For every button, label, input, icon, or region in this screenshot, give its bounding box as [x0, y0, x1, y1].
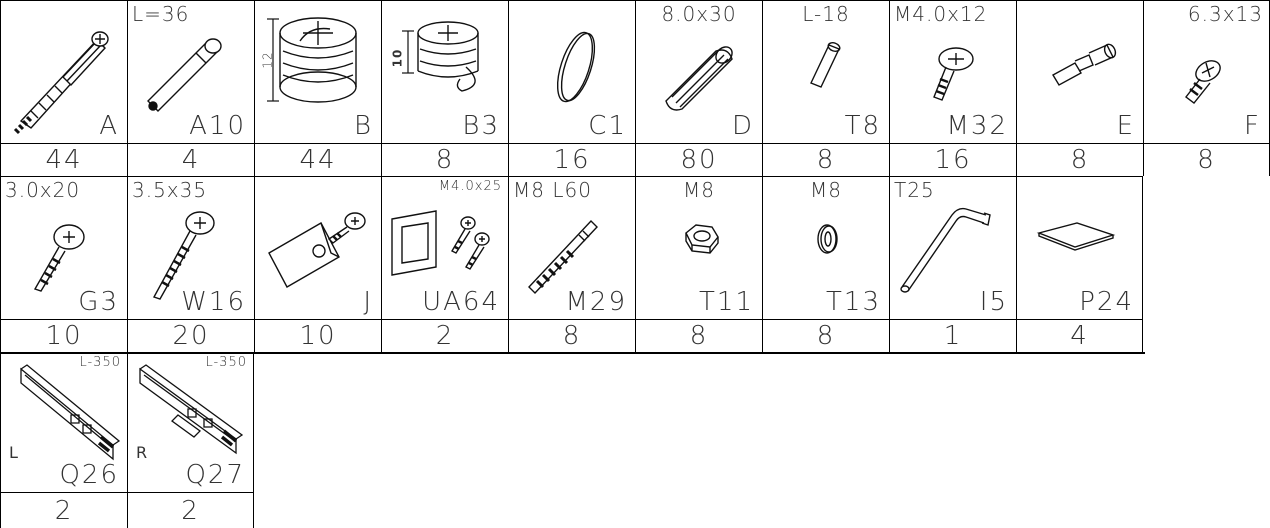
qty-cell [1143, 143, 1270, 176]
qty-cell [889, 319, 1016, 352]
qty-cell [635, 319, 762, 352]
part-quantity: 2 [435, 321, 455, 351]
part-cell-a10 [127, 0, 254, 143]
part-code: F [1244, 111, 1261, 141]
qty-row-3 [0, 492, 1270, 528]
part-quantity: 1 [943, 321, 963, 351]
part-code: A [99, 111, 119, 141]
part-cell-e [1016, 0, 1143, 143]
qty-cell [762, 319, 889, 352]
part-quantity: 2 [181, 495, 200, 526]
part-spec: M8 L60 [513, 178, 592, 202]
part-code: Q26 [59, 460, 119, 490]
part-cell-d [635, 0, 762, 143]
part-cell-ua64 [381, 176, 508, 319]
part-spec: 3.0x20 [5, 178, 81, 202]
part-quantity: 10 [45, 321, 83, 351]
slide-side-label: L [9, 443, 18, 462]
part-spec: 6.3x13 [1187, 2, 1263, 26]
part-spec: L-18 [802, 2, 850, 26]
part-cell-b3 [381, 0, 508, 143]
qty-row-1 [0, 143, 1270, 176]
qty-cell [127, 319, 254, 352]
part-cell-t13 [762, 176, 889, 319]
part-cell-g3 [0, 176, 127, 319]
part-spec: 12 [260, 51, 275, 69]
qty-cell [635, 143, 762, 176]
part-quantity: 8 [1070, 145, 1090, 175]
part-cell-c1 [508, 0, 635, 143]
part-spec: M4.0x12 [894, 2, 988, 26]
qty-cell [381, 143, 508, 176]
qty-cell [254, 143, 381, 176]
part-quantity: 8 [562, 321, 582, 351]
part-quantity: 8 [435, 145, 455, 175]
part-code: P24 [1079, 287, 1134, 317]
part-cell-t8 [762, 0, 889, 143]
part-cell-m29 [508, 176, 635, 319]
part-quantity: 8 [1197, 145, 1216, 175]
part-cell-m32 [889, 0, 1016, 143]
part-cell-p24 [1016, 176, 1143, 319]
slide-side-label: R [136, 443, 148, 462]
part-code: M32 [946, 111, 1008, 141]
part-spec: T25 [894, 178, 935, 202]
part-quantity: 20 [172, 321, 210, 351]
part-code: T11 [699, 287, 754, 317]
qty-cell [0, 492, 127, 528]
part-code: Q27 [185, 460, 245, 490]
part-cell-t11 [635, 176, 762, 319]
qty-cell [508, 319, 635, 352]
part-quantity: 80 [680, 145, 718, 175]
part-code: E [1116, 111, 1135, 141]
parts-row-3 [0, 352, 1270, 492]
part-code: M29 [565, 287, 627, 317]
part-quantity: 16 [553, 145, 591, 175]
qty-cell [889, 143, 1016, 176]
part-code: J [363, 287, 373, 317]
part-code: C1 [588, 111, 627, 141]
part-spec: L-350 [79, 355, 121, 370]
qty-cell [254, 319, 381, 352]
qty-cell [0, 143, 127, 176]
part-code: B [353, 111, 373, 141]
part-code: T13 [826, 287, 881, 317]
part-cell-q26 [0, 352, 127, 492]
part-code: D [731, 111, 754, 141]
part-quantity: 10 [299, 321, 337, 351]
part-spec: M4.0x25 [438, 179, 502, 194]
part-code: G3 [78, 287, 119, 317]
part-quantity: 44 [45, 145, 83, 175]
part-quantity: 44 [299, 145, 337, 175]
part-spec: 8.0x30 [661, 2, 737, 26]
qty-cell [0, 319, 127, 352]
qty-cell [762, 143, 889, 176]
part-code: I5 [979, 287, 1008, 317]
part-spec: M8 [683, 178, 715, 202]
part-quantity: 4 [181, 145, 201, 175]
part-cell-i5 [889, 176, 1016, 319]
qty-cell [127, 492, 254, 528]
parts-row-1 [0, 0, 1270, 143]
part-quantity: 8 [816, 321, 836, 351]
part-spec: L-350 [205, 355, 247, 370]
qty-cell [1016, 143, 1143, 176]
qty-cell [1016, 319, 1143, 352]
qty-cell [127, 143, 254, 176]
part-quantity: 2 [54, 495, 74, 526]
part-spec: 10 [390, 48, 405, 68]
part-quantity: 8 [689, 321, 709, 351]
part-code: T8 [844, 111, 881, 141]
part-quantity: 4 [1070, 321, 1089, 351]
part-cell-a [0, 0, 127, 143]
part-code: A10 [189, 111, 246, 141]
part-spec: 3.5x35 [132, 178, 208, 202]
qty-cell [508, 143, 635, 176]
part-code: B3 [462, 111, 500, 141]
part-cell-f [1143, 0, 1270, 143]
grid-divider [0, 352, 1145, 354]
qty-row-2 [0, 319, 1270, 352]
part-spec: M8 [810, 178, 842, 202]
part-quantity: 8 [816, 145, 836, 175]
part-quantity: 16 [934, 145, 972, 175]
part-spec: L=36 [132, 2, 190, 26]
part-cell-b [254, 0, 381, 143]
qty-cell [381, 319, 508, 352]
part-code: UA64 [422, 287, 500, 317]
part-cell-w16 [127, 176, 254, 319]
parts-row-2 [0, 176, 1270, 319]
part-cell-j [254, 176, 381, 319]
part-cell-q27 [127, 352, 254, 492]
part-code: W16 [181, 287, 246, 317]
